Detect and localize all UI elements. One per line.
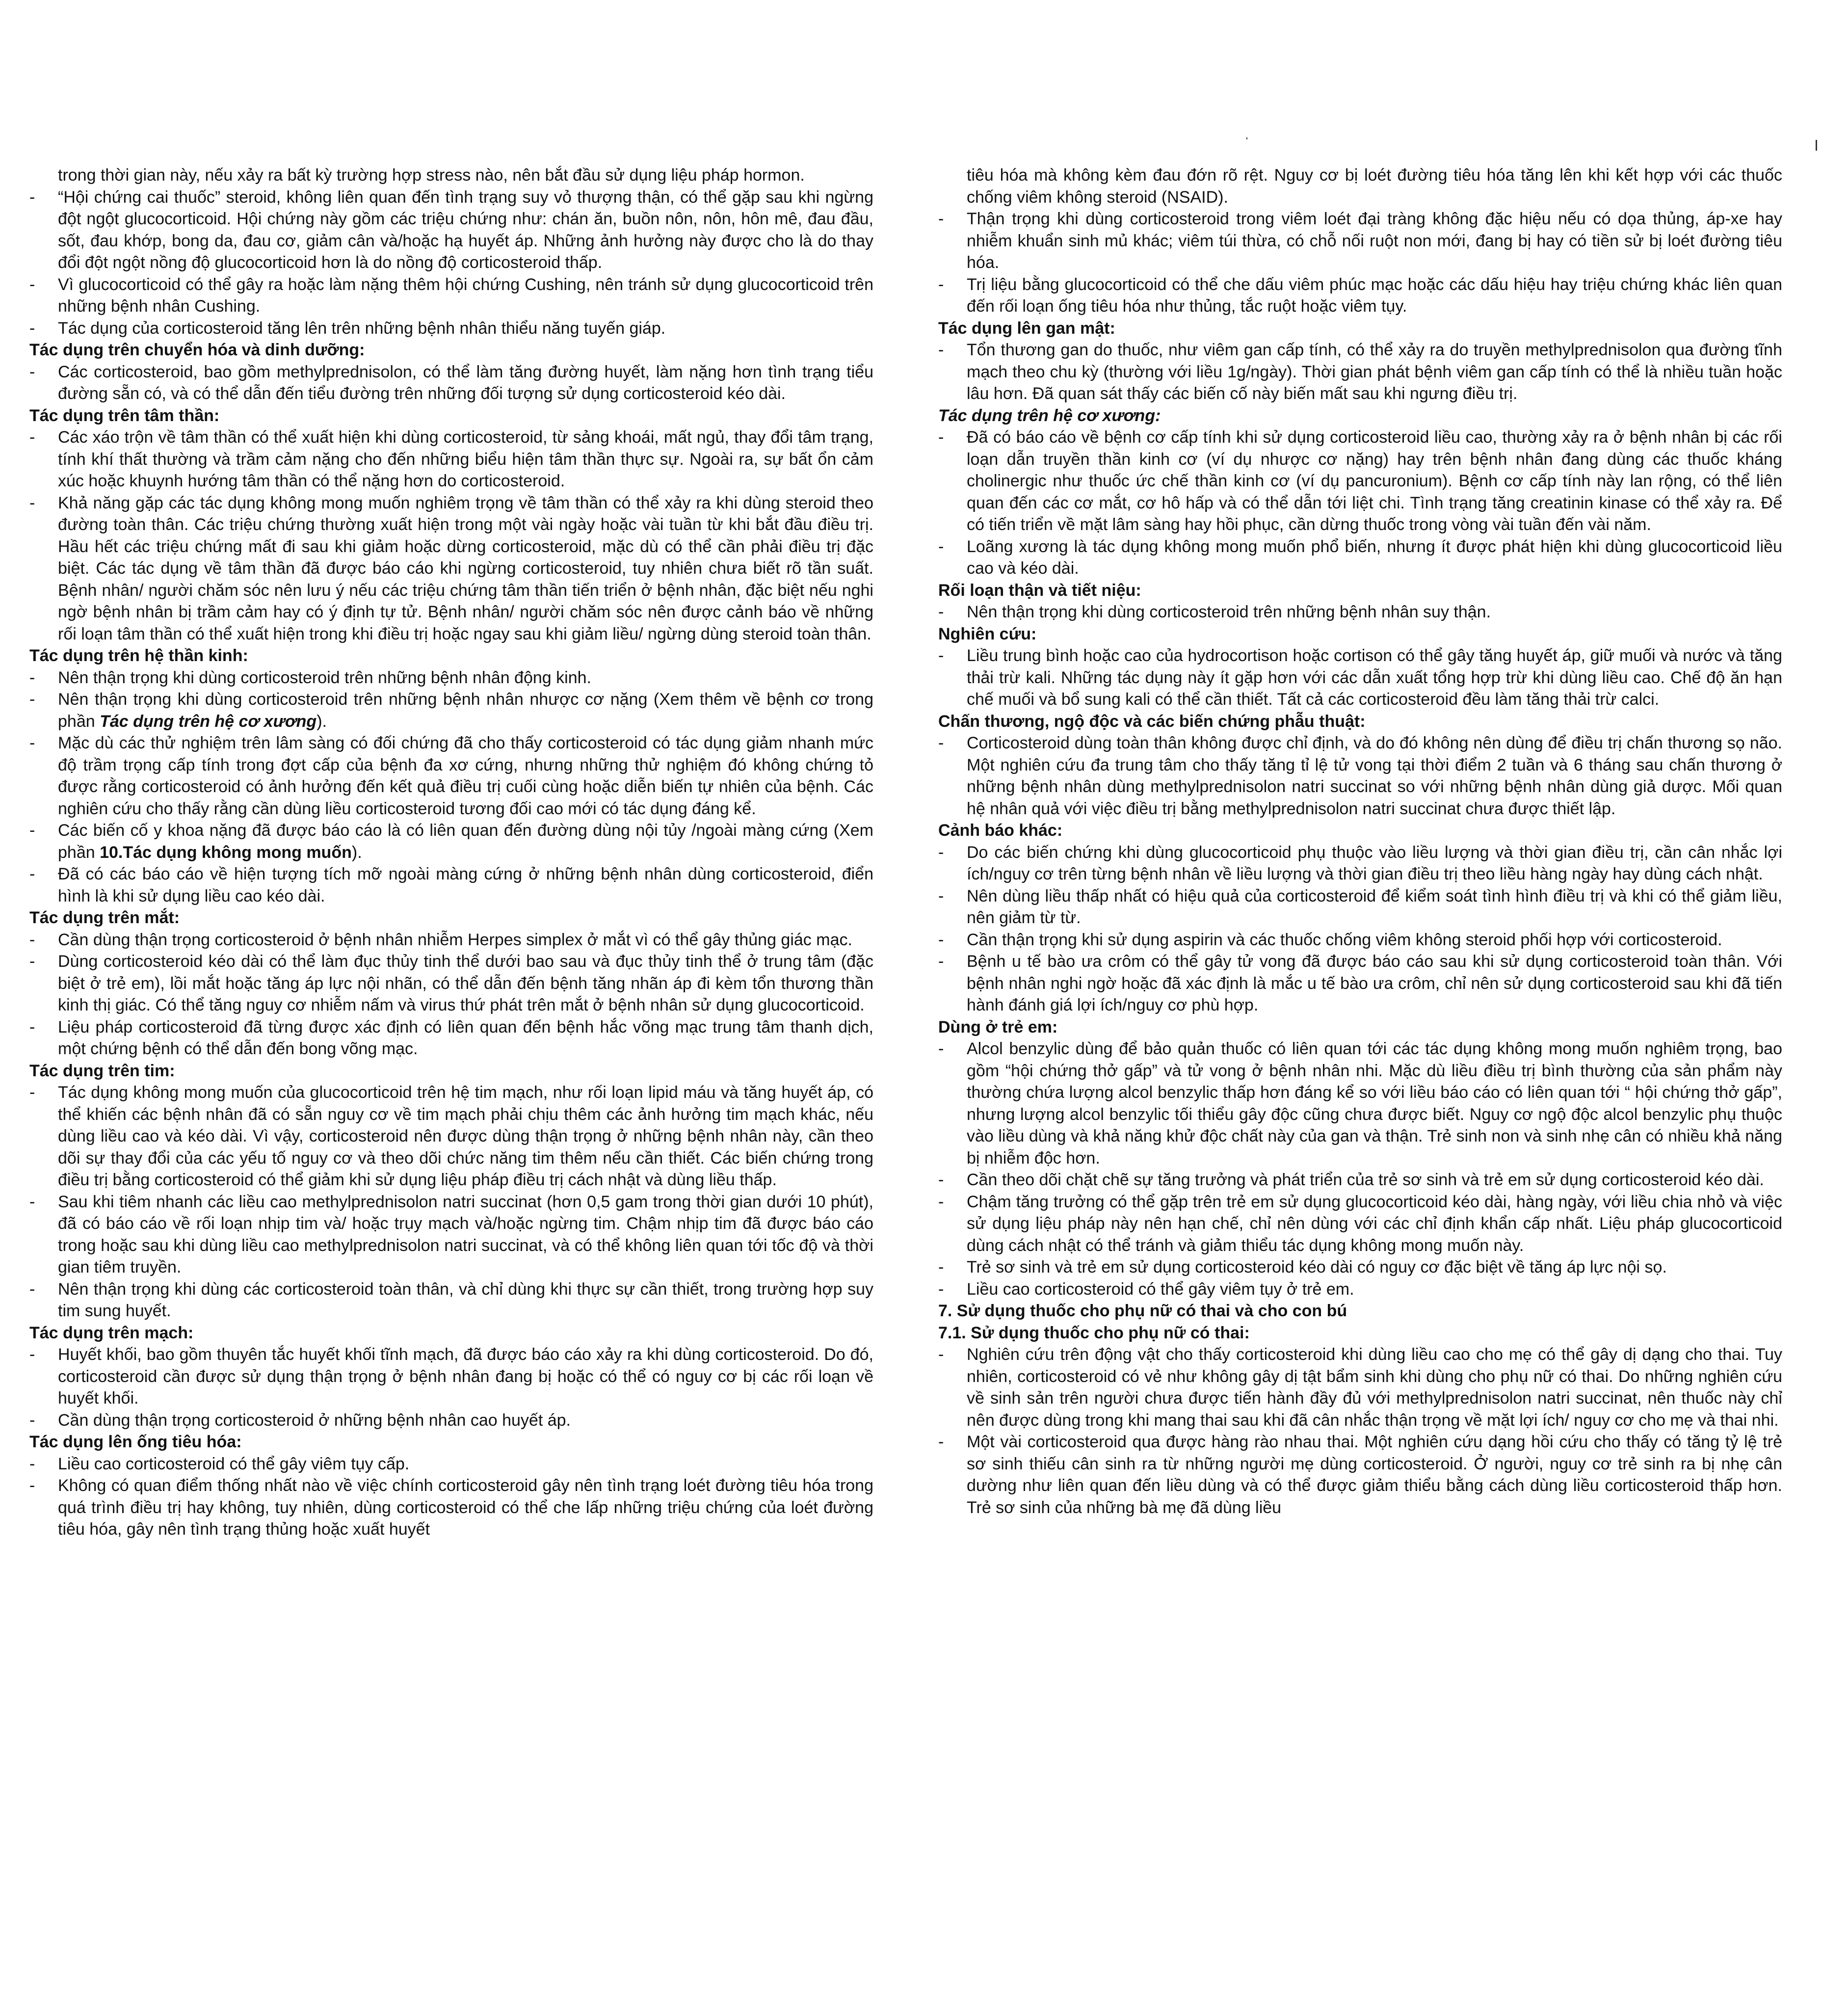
section-heading: Tác dụng trên mắt: [29, 908, 180, 927]
list-item: - Thận trọng khi dùng corticosteroid trong viêm loét đại tràng không đặc hiệu nếu có dọa thủng, áp-xe hay nhiễm khuẩn sinh mủ khác; viêm túi thừa, có chỗ nối ruột non mới, đang bị hay có tiền sử bị loét đường tiêu hóa. [938, 210, 1782, 272]
section-heading: Tác dụng trên tim: [29, 1061, 175, 1080]
list-item: - Nghiên cứu trên động vật cho thấy corticosteroid khi dùng liều cao cho mẹ có thể gây dị dạng cho thai. Tuy nhiên, corticosteroid có vẻ như không gây dị tật bẩm sinh khi dùng cho phụ nữ có thai. Do những nghiên cứu về sinh sản trên người chưa được tiến hành đầy đủ với methylprednisolon natri succinat, nên thuốc này chỉ nên được dùng trong khi mang thai sau khi đã cân nhắc thận trọng về mặt lợi ích/ nguy cơ cho mẹ và thai nhi. [938, 1345, 1782, 1430]
list-item: - Đã có các báo cáo về hiện tượng tích mỡ ngoài màng cứng ở những bệnh nhân dùng corticosteroid, điển hình là khi sử dụng liều cao kéo dài. [29, 865, 873, 905]
section-heading: Cảnh báo khác: [938, 821, 1063, 840]
section-heading: Tác dụng trên chuyển hóa và dinh dưỡng: [29, 341, 365, 359]
cross-reference: 10.Tác dụng không mong muốn [100, 843, 352, 862]
list-item: - Vì glucocorticoid có thể gây ra hoặc làm nặng thêm hội chứng Cushing, nên tránh sử dụng glucocorticoid trên những bệnh nhân Cushing. [29, 275, 873, 316]
scan-mark [1816, 140, 1817, 151]
list-item: - Mặc dù các thử nghiệm trên lâm sàng có đối chứng đã cho thấy corticosteroid có tác dụng giảm nhanh mức độ trầm trọng cấp tính trong đợt cấp của bệnh đa xơ cứng, nhưng những thử nghiệm đó không chứng tỏ được rằng corticosteroid có ảnh hưởng đến kết quả điều trị cuối cùng hoặc diễn biến tự nhiên của bệnh. Các nghiên cứu cho thấy rằng cần dùng liều corticosteroid tương đối cao mới có tác dụng đáng kể. [29, 734, 873, 818]
list-item: - Nên thận trọng khi dùng corticosteroid trên những bệnh nhân nhược cơ nặng (Xem thêm về bệnh cơ trong phần Tác dụng trên hệ cơ xương). [29, 690, 873, 731]
list-item: - Cần dùng thận trọng corticosteroid ở những bệnh nhân cao huyết áp. [29, 1410, 571, 1430]
section-heading: Tác dụng lên ống tiêu hóa: [29, 1433, 242, 1451]
list-item: - Liều trung bình hoặc cao của hydrocortison hoặc cortison có thể gây tăng huyết áp, giữ muối và nước và tăng thải trừ kali. Những tác dụng này ít gặp hơn với các dẫn xuất tổng hợp trừ khi dùng liều cao. Chế độ ăn hạn chế muối và bổ sung kali có thể cần thiết. Tất cả các corticosteroid đều làm tăng thải trừ calci. [938, 646, 1782, 709]
continued-paragraph: trong thời gian này, nếu xảy ra bất kỳ trường hợp stress nào, nên bắt đầu sử dụng liệu pháp hormon. [58, 166, 805, 185]
list-item: - Nên dùng liều thấp nhất có hiệu quả của corticosteroid để kiểm soát tình hình điều trị và khi có thể giảm liều, nên giảm từ từ. [938, 886, 1782, 927]
list-item: - Các biến cố y khoa nặng đã được báo cáo là có liên quan đến đường dùng nội tủy /ngoài màng cứng (Xem phần 10.Tác dụng không mong muốn). [29, 821, 873, 862]
list-item: - Tác dụng không mong muốn của glucocorticoid trên hệ tim mạch, như rối loạn lipid máu và tăng huyết áp, có thể khiến các bệnh nhân đã có sẵn nguy cơ về tim mạch phải chịu thêm các ảnh hưởng tim mạch khác, nếu dùng liều cao và kéo dài. Vì vậy, corticosteroid nên được dùng thận trọng ở những bệnh nhân này, cần theo dõi sự thay đổi của các yếu tố nguy cơ và theo dõi chức năng tim thêm nếu cần thiết. Các biến chứng trong điều trị bằng corticosteroid có thể giảm khi sử dụng liệu pháp điều trị cách nhật và dùng liều thấp. [29, 1083, 873, 1189]
section-heading: Tác dụng trên hệ cơ xương: [938, 406, 1161, 425]
list-item: - Liều cao corticosteroid có thể gây viêm tụy ở trẻ em. [938, 1279, 1354, 1299]
list-item: - Các xáo trộn về tâm thần có thể xuất hiện khi dùng corticosteroid, từ sảng khoái, mất ngủ, thay đổi tâm trạng, tính khí thất thường và trầm cảm nặng cho đến những biểu hiện tâm thần thực sự. Ngoài ra, sự bất ổn cảm xúc hoặc khuynh hướng tâm thần có thể nặng hơn do corticosteroid. [29, 428, 873, 490]
left-column [29, 164, 873, 1541]
section-heading: Tác dụng trên hệ thần kinh: [29, 646, 248, 665]
scan-mark [1246, 137, 1247, 139]
list-item: - Loãng xương là tác dụng không mong muốn phổ biến, nhưng ít được phát hiện khi dùng glucocorticoid liều cao và kéo dài. [938, 537, 1782, 578]
section-heading: Chấn thương, ngộ độc và các biến chứng phẫu thuật: [938, 712, 1366, 731]
section-heading: Nghiên cứu: [938, 624, 1037, 643]
section-heading: Rối loạn thận và tiết niệu: [938, 581, 1141, 600]
list-item: - Dùng corticosteroid kéo dài có thể làm đục thủy tinh thể dưới bao sau và đục thủy tinh thể ở trung tâm (đặc biệt ở trẻ em), lồi mắt hoặc tăng áp lực nội nhãn, có thể dẫn đến bệnh tăng nhãn áp đi kèm tổn thương thần kinh thị giác. Có thể tăng nguy cơ nhiễm nấm và virus thứ phát trên mắt ở bệnh nhân sử dụng glucocorticoid. [29, 952, 873, 1014]
list-item: - Một vài corticosteroid qua được hàng rào nhau thai. Một nghiên cứu dạng hồi cứu cho thấy có tăng tỷ lệ trẻ sơ sinh thiếu cân sinh ra từ những người mẹ dùng corticosteroid. Ở người, nguy cơ trẻ sinh ra bị nhẹ cân dường như liên quan đến liều dùng và có thể được giảm thiểu bằng cách dùng liều corticosteroid thấp hơn. Trẻ sơ sinh của những bà mẹ đã dùng liều [938, 1433, 1782, 1517]
list-item: - Đã có báo cáo về bệnh cơ cấp tính khi sử dụng corticosteroid liều cao, thường xảy ra ở bệnh nhân bị các rối loạn dẫn truyền thần kinh cơ (ví dụ nhược cơ nặng) hay trên bệnh nhân đang dùng các thuốc kháng cholinergic như thuốc ức chế thần kinh cơ (ví dụ pancuronium). Bệnh cơ cấp tính này lan rộng, có thể liên quan đến các cơ mắt, cơ hô hấp và có thể dẫn tới liệt chi. Tình trạng tăng creatinin kinase có thể xảy ra. Để có tiến triển về mặt lâm sàng hay hồi phục, cần dừng thuốc trong vòng vài tuần đến vài năm. [938, 428, 1782, 534]
list-item: - Nên thận trọng khi dùng corticosteroid trên những bệnh nhân suy thận. [938, 603, 1491, 621]
list-item: - Do các biến chứng khi dùng glucocorticoid phụ thuộc vào liều lượng và thời gian điều trị, cần cân nhắc lợi ích/nguy cơ trên từng bệnh nhân về liều lượng và thời gian điều trị theo liều hàng ngày hay dùng cách nhật. [938, 843, 1782, 883]
list-item: - Nên thận trọng khi dùng các corticosteroid toàn thân, và chỉ dùng khi thực sự cần thiết, trong trường hợp suy tim sung huyết. [29, 1279, 873, 1320]
list-item: - Cần theo dõi chặt chẽ sự tăng trưởng và phát triển của trẻ sơ sinh và trẻ em sử dụng corticosteroid kéo dài. [938, 1170, 1764, 1189]
list-item: - Cần thận trọng khi sử dụng aspirin và các thuốc chống viêm không steroid phối hợp với corticosteroid. [938, 930, 1722, 949]
list-item: - Corticosteroid dùng toàn thân không được chỉ định, và do đó không nên dùng để điều trị chấn thương sọ não. Một nghiên cứu đa trung tâm cho thấy tăng tỉ lệ tử vong tại thời điểm 2 tuần và 6 tháng sau chấn thương ở những bệnh nhân dùng methylprednisolon natri succinat so với những bệnh nhân dùng giả dược. Mối quan hệ nhân quả với việc điều trị bằng methylprednisolon natri succinat chưa được thiết lập. [938, 734, 1782, 818]
list-item: - Chậm tăng trưởng có thể gặp trên trẻ em sử dụng glucocorticoid kéo dài, hàng ngày, với liều chia nhỏ và việc sử dụng liệu pháp này nên hạn chế, chỉ nên dùng với các chỉ định khẩn cấp nhất. Liệu pháp glucocorticoid dùng cách nhật có thể tránh và giảm thiểu tác dụng không mong muốn này. [938, 1192, 1782, 1255]
list-item: - Tác dụng của corticosteroid tăng lên trên những bệnh nhân thiểu năng tuyến giáp. [29, 319, 666, 338]
list-item: - Các corticosteroid, bao gồm methylprednisolon, có thể làm tăng đường huyết, làm nặng hơn tình trạng tiểu đường sẵn có, và có thể dẫn đến tiểu đường trên những đối tượng sử dụng corticosteroid kéo dài. [29, 362, 873, 403]
section-title: 7. Sử dụng thuốc cho phụ nữ có thai và cho con bú [938, 1302, 1347, 1320]
list-item: - Nên thận trọng khi dùng corticosteroid trên những bệnh nhân động kinh. [29, 668, 591, 687]
list-item: - Liệu pháp corticosteroid đã từng được xác định có liên quan đến bệnh hắc võng mạc trung tâm thanh dịch, một chứng bệnh có thể dẫn đến bong võng mạc. [29, 1017, 873, 1058]
list-item: - Trị liệu bằng glucocorticoid có thể che dấu viêm phúc mạc hoặc các dấu hiệu hay triệu chứng khác liên quan đến rối loạn ống tiêu hóa như thủng, tắc ruột hoặc viêm tụy. [938, 275, 1782, 316]
list-item: - Không có quan điểm thống nhất nào về việc chính corticosteroid gây nên tình trạng loét đường tiêu hóa trong quá trình điều trị hay không, tuy nhiên, dùng corticosteroid có thể che lấp những triệu chứng của loét đường tiêu hóa, gây nên tình trạng thủng hoặc xuất huyết [29, 1476, 873, 1539]
section-heading: Tác dụng lên gan mật: [938, 319, 1115, 338]
subsection-title: 7.1. Sử dụng thuốc cho phụ nữ có thai: [938, 1323, 1250, 1342]
list-item: - Alcol benzylic dùng để bảo quản thuốc có liên quan tới các tác dụng không mong muốn nghiêm trọng, bao gồm “hội chứng thở gấp” và tử vong ở bệnh nhân nhi. Mặc dù liều điều trị bình thường của sản phẩm này thường chứa lượng alcol benzylic thấp hơn đáng kể so với liều báo cáo có liên quan tới “ hội chứng thở gấp”, nhưng lượng alcol benzylic tối thiểu gây độc cũng chưa được biết. Nguy cơ ngộ độc alcol benzylic phụ thuộc vào liều dùng và khả năng khử độc chất này của gan và thận. Trẻ sinh non và sinh nhẹ cân có nhiều khả năng bị nhiễm độc hơn. [938, 1039, 1782, 1168]
list-item: - Bệnh u tế bào ưa crôm có thể gây tử vong đã được báo cáo sau khi sử dụng corticosteroid toàn thân. Với bệnh nhân nghi ngờ hoặc đã xác định là mắc u tế bào ưa crôm, chỉ nên sử dụng corticosteroid sau khi đã tiến hành đánh giá lợi ích/nguy cơ phù hợp. [938, 952, 1782, 1014]
list-item: - Khả năng gặp các tác dụng không mong muốn nghiêm trọng về tâm thần có thể xảy ra khi dùng steroid theo đường toàn thân. Các triệu chứng thường xuất hiện trong một vài ngày hoặc vài tuần từ khi bắt đầu điều trị. Hầu hết các triệu chứng mất đi sau khi giảm hoặc dừng corticosteroid, mặc dù có thể cần phải điều trị đặc biệt. Các tác dụng về tâm thần đã được báo cáo khi ngừng corticosteroid, tuy nhiên chưa biết rõ tần suất. Bệnh nhân/ người chăm sóc nên lưu ý nếu các triệu chứng tâm thần tiến triển ở bệnh nhân, đặc biệt nếu nghi ngờ bệnh nhân bị trầm cảm hay có ý định tự tử. Bệnh nhân/ người chăm sóc nên được cảnh báo về những rối loạn tâm thần có thể xuất hiện trong khi điều trị hoặc ngay sau khi giảm liều/ ngừng dùng steroid toàn thân. [29, 493, 873, 643]
section-heading: Dùng ở trẻ em: [938, 1017, 1058, 1037]
right-column [938, 164, 1782, 1518]
list-item: - Sau khi tiêm nhanh các liều cao methylprednisolon natri succinat (hơn 0,5 gam trong thời gian dưới 10 phút), đã có báo cáo về rối loạn nhịp tim và/ hoặc trụy mạch và/hoặc ngừng tim. Chậm nhịp tim đã được báo cáo trong hoặc sau khi dùng liều cao methylprednisolon natri succinat, và có thể không liên quan tới tốc độ và thời gian tiêm truyền. [29, 1192, 873, 1277]
list-item: - Trẻ sơ sinh và trẻ em sử dụng corticosteroid kéo dài có nguy cơ đặc biệt về tăng áp lực nội sọ. [938, 1258, 1667, 1277]
section-heading: Tác dụng trên mạch: [29, 1323, 194, 1342]
list-item: - Cần dùng thận trọng corticosteroid ở bệnh nhân nhiễm Herpes simplex ở mắt vì có thể gây thủng giác mạc. [29, 930, 852, 949]
continued-paragraph: tiêu hóa mà không kèm đau đớn rõ rệt. Nguy cơ bị loét đường tiêu hóa tăng lên khi kết hợp với các thuốc chống viêm không steroid (NSAID). [967, 166, 1782, 207]
list-item: - Huyết khối, bao gồm thuyên tắc huyết khối tĩnh mạch, đã được báo cáo xảy ra khi dùng corticosteroid. Do đó, corticosteroid cần được sử dụng thận trọng ở bệnh nhân đang bị hoặc có thể có nguy cơ bị các rối loạn về huyết khối. [29, 1345, 873, 1408]
list-item: - “Hội chứng cai thuốc” steroid, không liên quan đến tình trạng suy vỏ thượng thận, có thể gặp sau khi ngừng đột ngột glucocorticoid. Hội chứng này gồm các triệu chứng như: chán ăn, buồn nôn, nôn, hôn mê, đau đầu, sốt, đau khớp, bong da, đau cơ, giảm cân và/hoặc hạ huyết áp. Những ảnh hưởng này được cho là do thay đổi đột ngột nồng độ glucocorticoid hơn là do nồng độ corticosteroid thấp. [29, 187, 873, 272]
cross-reference: Tác dụng trên hệ cơ xương [100, 712, 317, 731]
list-item: - Liều cao corticosteroid có thể gây viêm tụy cấp. [29, 1454, 410, 1473]
section-heading: Tác dụng trên tâm thần: [29, 406, 220, 425]
list-item: - Tổn thương gan do thuốc, như viêm gan cấp tính, có thể xảy ra do truyền methylprednisolon qua đường tĩnh mạch theo chu kỳ (thường với liều 1g/ngày). Thời gian phát bệnh viêm gan cấp tính có thể là nhiều tuần hoặc lâu hơn. Đã quan sát thấy các biến cố này biến mất sau khi ngưng điều trị. [938, 341, 1782, 403]
